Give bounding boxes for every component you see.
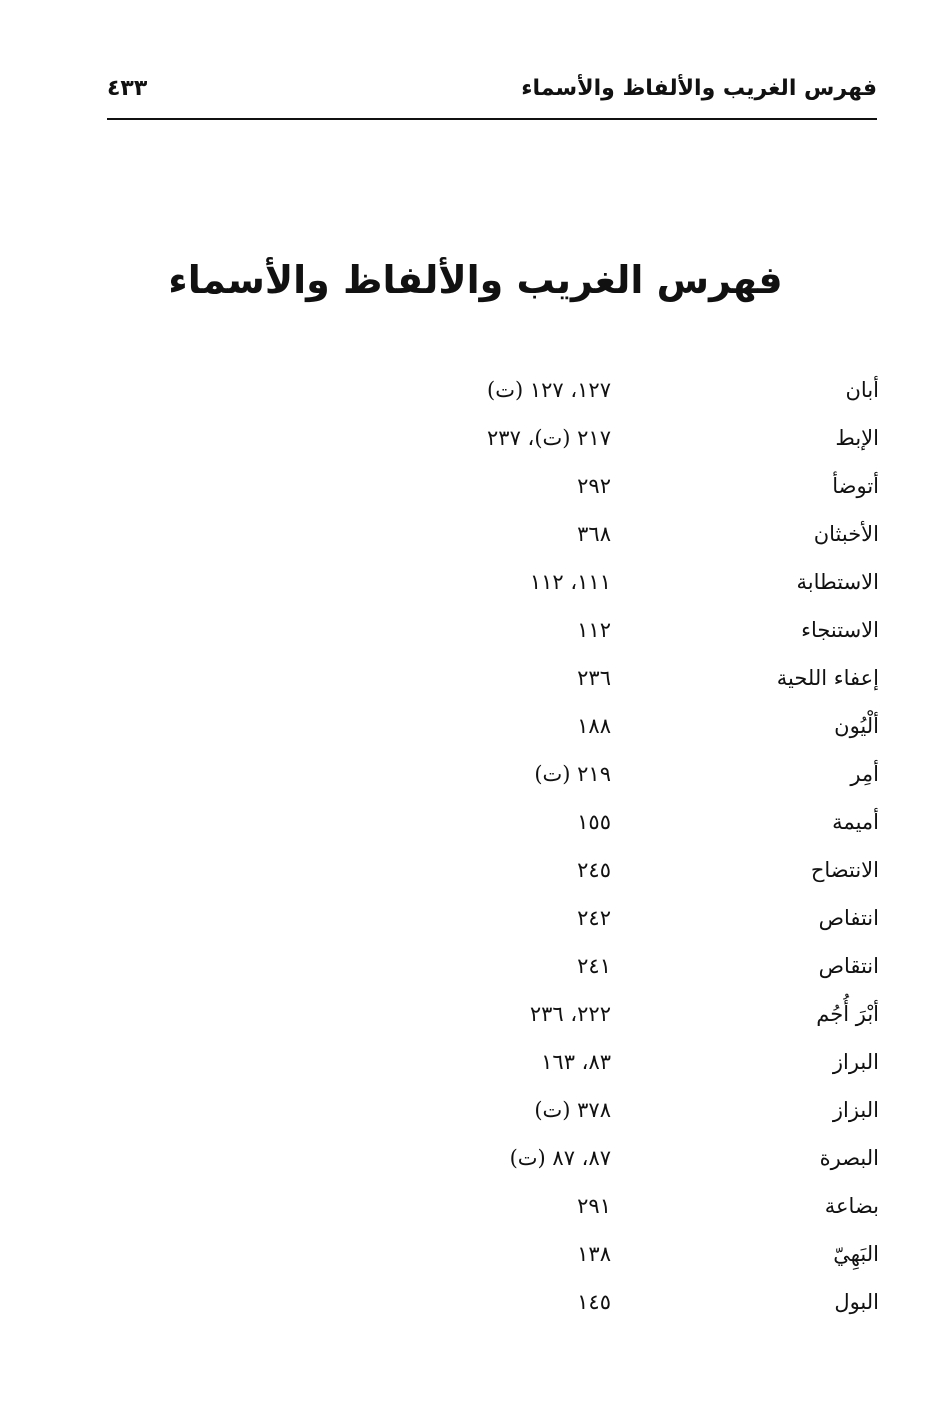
index-pages: ١٤٥ <box>577 1290 611 1314</box>
index-term: البصرة <box>819 1146 879 1170</box>
index-pages: ٢٢٢، ٢٣٦ <box>529 1002 611 1026</box>
index-entry <box>0 474 951 514</box>
index-entry <box>0 954 951 994</box>
index-term: الاستنجاء <box>801 618 879 642</box>
page-number: ٤٣٣ <box>107 76 148 101</box>
index-entry <box>0 1194 951 1234</box>
index-pages: ١٨٨ <box>577 714 611 738</box>
index-pages: ١١٢ <box>577 618 611 642</box>
index-entry <box>0 810 951 850</box>
index-pages: ٢٤٥ <box>577 858 611 882</box>
index-entry <box>0 1002 951 1042</box>
index-term: إعفاء اللحية <box>776 666 879 690</box>
index-entry <box>0 522 951 562</box>
index-term: أبْرَ أُجُم <box>816 1002 879 1026</box>
index-term: البراز <box>832 1050 879 1074</box>
index-entry <box>0 858 951 898</box>
index-term: البزاز <box>832 1098 879 1122</box>
index-pages: ٢١٧ (ت)، ٢٣٧ <box>487 426 611 450</box>
index-pages: ٢٩٢ <box>577 474 611 498</box>
index-pages: ٢٩١ <box>577 1194 611 1218</box>
running-header <box>107 74 877 120</box>
index-entry <box>0 1098 951 1138</box>
index-pages: ٢٤٢ <box>577 906 611 930</box>
index-entry <box>0 1146 951 1186</box>
index-entry <box>0 762 951 802</box>
page-title: فهرس الغريب والألفاظ والأسماء <box>168 258 783 302</box>
index-term: الأخبثان <box>813 522 879 546</box>
index-term: البَهِيّ <box>833 1242 879 1266</box>
index-pages: ٨٣، ١٦٣ <box>541 1050 611 1074</box>
index-term: الإبط <box>835 426 879 450</box>
index-entry <box>0 1050 951 1090</box>
index-entry <box>0 426 951 466</box>
index-pages: ١٢٧، ١٢٧ (ت) <box>487 378 611 402</box>
index-entry <box>0 906 951 946</box>
index-entry <box>0 570 951 610</box>
index-pages: ١٥٥ <box>577 810 611 834</box>
index-pages: ١٣٨ <box>577 1242 611 1266</box>
index-term: بضاعة <box>824 1194 879 1218</box>
index-term: ألْيُون <box>834 714 879 738</box>
index-pages: ٢١٩ (ت) <box>534 762 611 786</box>
index-pages: ٨٧، ٨٧ (ت) <box>509 1146 611 1170</box>
index-term: أمِر <box>850 762 879 786</box>
index-entry <box>0 378 951 418</box>
index-pages: ٢٤١ <box>577 954 611 978</box>
running-header-title: فهرس الغريب والألفاظ والأسماء <box>521 76 877 101</box>
index-term: انتقاص <box>818 954 879 978</box>
index-pages: ٣٦٨ <box>577 522 611 546</box>
index-term: أتوضأ <box>832 474 879 498</box>
index-term: البول <box>834 1290 879 1314</box>
index-term: أميمة <box>832 810 879 834</box>
index-pages: ٣٧٨ (ت) <box>534 1098 611 1122</box>
index-entry <box>0 714 951 754</box>
index-entry <box>0 666 951 706</box>
index-term: انتفاص <box>818 906 879 930</box>
index-pages: ١١١، ١١٢ <box>529 570 611 594</box>
index-pages: ٢٣٦ <box>577 666 611 690</box>
index-entry <box>0 1242 951 1282</box>
index-term: الانتضاح <box>810 858 879 882</box>
index-entry <box>0 618 951 658</box>
index-entry <box>0 1290 951 1330</box>
index-term: الاستطابة <box>796 570 879 594</box>
index-term: أبان <box>845 378 879 402</box>
